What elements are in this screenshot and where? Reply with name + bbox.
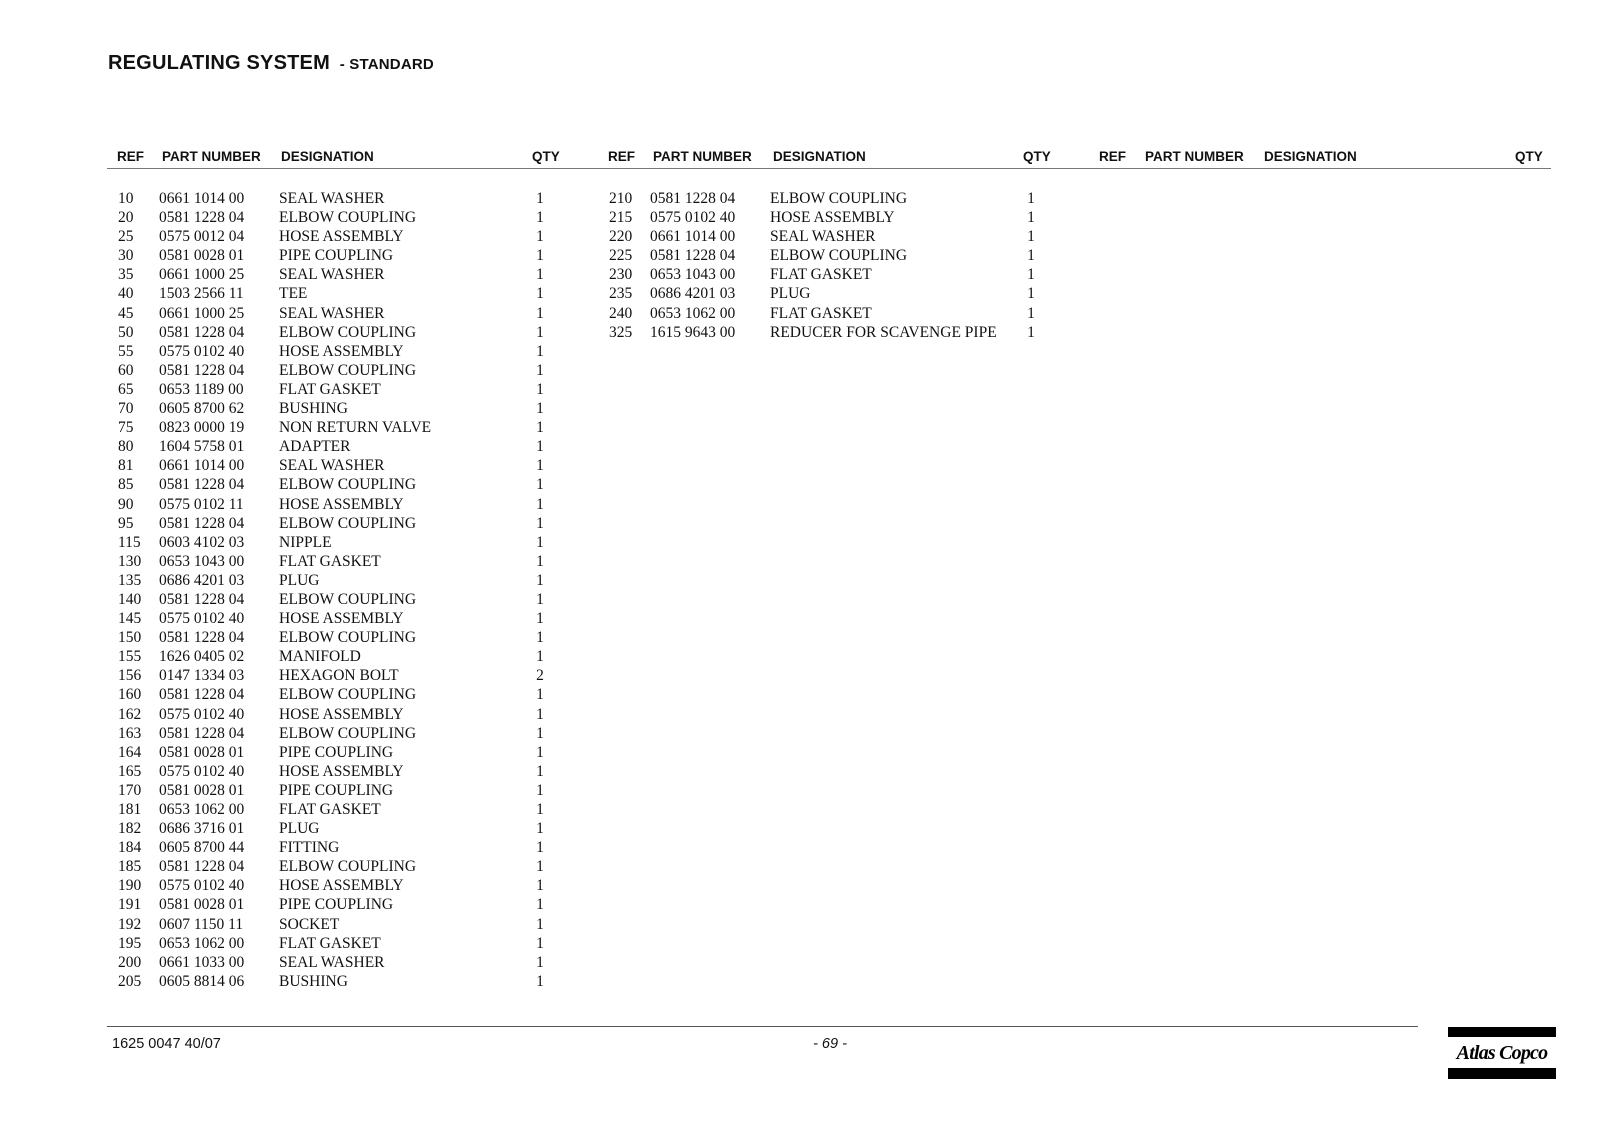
qty-cell: 1 <box>536 266 544 284</box>
ref-cell: 165 <box>118 762 142 780</box>
qty-cell: 1 <box>536 743 544 761</box>
ref-cell: 235 <box>609 285 633 303</box>
page-title-main: REGULATING SYSTEM <box>108 52 330 74</box>
ref-cell: 230 <box>609 266 633 284</box>
qty-cell: 1 <box>1027 190 1035 207</box>
part-number-cell: 0581 0028 01 <box>159 896 245 914</box>
page-title <box>108 52 434 75</box>
ref-cell: 163 <box>118 724 142 742</box>
ref-cell: 115 <box>118 533 141 551</box>
designation-cell: NON RETURN VALVE <box>279 419 432 437</box>
header-designation-1: DESIGNATION <box>281 149 374 164</box>
ref-cell: 35 <box>118 266 134 284</box>
part-number-cell: 0661 1014 00 <box>650 228 736 246</box>
designation-cell: ELBOW COUPLING <box>279 724 417 742</box>
part-number-cell: 0581 1228 04 <box>159 629 245 647</box>
part-number-cell: 0575 0102 40 <box>159 762 245 780</box>
ref-cell: 80 <box>118 438 134 456</box>
designation-cell: FLAT GASKET <box>770 266 872 284</box>
qty-cell: 1 <box>1027 323 1035 341</box>
designation-cell: PIPE COUPLING <box>279 896 394 914</box>
ref-cell: 135 <box>118 571 142 589</box>
part-number-cell: 0653 1062 00 <box>650 304 736 322</box>
qty-cell: 1 <box>536 781 544 799</box>
part-number-cell: 0575 0102 40 <box>159 610 245 628</box>
part-number-cell: 0653 1189 00 <box>159 380 244 398</box>
qty-cell: 1 <box>1027 266 1035 284</box>
qty-cell: 1 <box>536 323 544 341</box>
designation-cell: ADAPTER <box>279 438 351 456</box>
designation-cell: SOCKET <box>279 915 340 933</box>
part-number-cell: 0575 0012 04 <box>159 228 245 246</box>
page-subtitle: - STANDARD <box>339 56 434 73</box>
part-number-cell: 1503 2566 11 <box>159 285 244 303</box>
part-number-cell: 0581 0028 01 <box>159 743 245 761</box>
qty-cell: 1 <box>536 571 544 589</box>
ref-cell: 225 <box>609 247 633 265</box>
designation-cell: NIPPLE <box>279 533 332 551</box>
designation-cell: ELBOW COUPLING <box>279 686 417 704</box>
ref-cell: 10 <box>118 190 134 207</box>
qty-cell: 1 <box>536 610 544 628</box>
part-number-cell: 0581 1228 04 <box>159 686 245 704</box>
qty-cell: 1 <box>536 648 544 666</box>
ref-cell: 195 <box>118 934 142 952</box>
part-number-cell: 0653 1062 00 <box>159 934 245 952</box>
qty-cell: 2 <box>536 667 544 685</box>
qty-cell: 1 <box>1027 228 1035 246</box>
header-ref-1: REF <box>117 149 144 164</box>
designation-cell: PLUG <box>279 820 320 838</box>
part-number-cell: 0581 1228 04 <box>159 724 245 742</box>
designation-cell: ELBOW COUPLING <box>279 476 417 494</box>
ref-cell: 30 <box>118 247 134 265</box>
part-number-cell: 0661 1014 00 <box>159 190 245 207</box>
ref-cell: 140 <box>118 590 142 608</box>
qty-cell: 1 <box>536 762 544 780</box>
qty-cell: 1 <box>536 285 544 303</box>
designation-cell: PLUG <box>770 285 811 303</box>
designation-cell: HOSE ASSEMBLY <box>279 495 404 513</box>
part-number-cell: 0575 0102 40 <box>159 705 245 723</box>
atlas-copco-logo <box>1448 1027 1556 1079</box>
designation-cell: ELBOW COUPLING <box>279 361 417 379</box>
qty-cell: 1 <box>536 247 544 265</box>
designation-cell: FLAT GASKET <box>279 552 381 570</box>
qty-cell: 1 <box>536 533 544 551</box>
part-number-cell: 0575 0102 40 <box>650 209 736 227</box>
designation-cell: FLAT GASKET <box>770 304 872 322</box>
part-number-cell: 0661 1014 00 <box>159 457 245 475</box>
designation-cell: SEAL WASHER <box>279 266 385 284</box>
ref-cell: 40 <box>118 285 134 303</box>
part-number-cell: 1626 0405 02 <box>159 648 245 666</box>
designation-cell: ELBOW COUPLING <box>279 858 417 876</box>
qty-cell: 1 <box>536 877 544 895</box>
qty-cell: 1 <box>536 953 544 971</box>
header-part-number-3: PART NUMBER <box>1145 149 1244 164</box>
designation-cell: PIPE COUPLING <box>279 781 394 799</box>
designation-cell: REDUCER FOR SCAVENGE PIPE <box>770 323 997 341</box>
designation-cell: SEAL WASHER <box>279 190 385 207</box>
designation-cell: SEAL WASHER <box>279 953 385 971</box>
designation-cell: HOSE ASSEMBLY <box>279 342 404 360</box>
part-number-cell: 0147 1334 03 <box>159 667 245 685</box>
ref-cell: 95 <box>118 514 134 532</box>
part-number-cell: 0605 8814 06 <box>159 972 245 990</box>
part-number-cell: 0653 1062 00 <box>159 801 245 818</box>
page-number: - 69 - <box>813 1036 847 1052</box>
designation-cell: ELBOW COUPLING <box>279 514 417 532</box>
designation-cell: ELBOW COUPLING <box>279 209 417 227</box>
designation-cell: PIPE COUPLING <box>279 247 394 265</box>
designation-cell: BUSHING <box>279 972 348 990</box>
qty-cell: 1 <box>536 190 544 207</box>
designation-cell: ELBOW COUPLING <box>279 323 417 341</box>
ref-cell: 155 <box>118 648 142 666</box>
designation-cell: SEAL WASHER <box>279 457 385 475</box>
ref-cell: 65 <box>118 380 134 398</box>
ref-cell: 45 <box>118 304 134 322</box>
designation-cell: HOSE ASSEMBLY <box>279 705 404 723</box>
designation-cell: MANIFOLD <box>279 648 361 666</box>
part-number-cell: 0581 1228 04 <box>159 858 245 876</box>
header-part-number-1: PART NUMBER <box>162 149 261 164</box>
qty-cell: 1 <box>536 380 544 398</box>
header-part-number-2: PART NUMBER <box>653 149 752 164</box>
header-designation-3: DESIGNATION <box>1264 149 1357 164</box>
part-number-cell: 0823 0000 19 <box>159 419 245 437</box>
qty-cell: 1 <box>536 552 544 570</box>
ref-cell: 156 <box>118 667 142 685</box>
part-number-cell: 0605 8700 44 <box>159 839 245 857</box>
qty-cell: 1 <box>536 419 544 437</box>
svg-text:Atlas Copco: Atlas Copco <box>1456 1042 1548 1064</box>
qty-cell: 1 <box>1027 209 1035 227</box>
qty-cell: 1 <box>536 476 544 494</box>
header-rule <box>107 168 1551 169</box>
qty-cell: 1 <box>536 514 544 532</box>
qty-cell: 1 <box>536 228 544 246</box>
ref-cell: 200 <box>118 953 142 971</box>
designation-cell: HOSE ASSEMBLY <box>279 228 404 246</box>
part-number-cell: 0581 1228 04 <box>159 590 245 608</box>
part-number-cell: 0581 1228 04 <box>650 247 736 265</box>
designation-cell: FLAT GASKET <box>279 380 381 398</box>
qty-cell: 1 <box>536 934 544 952</box>
part-number-cell: 0575 0102 11 <box>159 495 244 513</box>
ref-cell: 181 <box>118 801 142 818</box>
ref-cell: 81 <box>118 457 134 475</box>
header-qty-3: QTY <box>1515 149 1543 164</box>
ref-cell: 60 <box>118 361 134 379</box>
part-number-cell: 0653 1043 00 <box>650 266 736 284</box>
part-number-cell: 0581 1228 04 <box>650 190 736 207</box>
ref-cell: 185 <box>118 858 142 876</box>
designation-cell: HOSE ASSEMBLY <box>279 610 404 628</box>
ref-cell: 85 <box>118 476 134 494</box>
designation-cell: FLAT GASKET <box>279 801 381 818</box>
header-ref-3: REF <box>1099 149 1126 164</box>
ref-cell: 191 <box>118 896 142 914</box>
designation-cell: FLAT GASKET <box>279 934 381 952</box>
qty-cell: 1 <box>1027 247 1035 265</box>
qty-cell: 1 <box>536 820 544 838</box>
designation-cell: FITTING <box>279 839 340 857</box>
part-number-cell: 0581 1228 04 <box>159 514 245 532</box>
header-qty-1: QTY <box>532 149 560 164</box>
ref-cell: 240 <box>609 304 633 322</box>
qty-cell: 1 <box>536 304 544 322</box>
qty-cell: 1 <box>536 972 544 990</box>
qty-cell: 1 <box>536 724 544 742</box>
footer-rule <box>107 1026 1418 1027</box>
ref-cell: 20 <box>118 209 134 227</box>
designation-cell: TEE <box>279 285 308 303</box>
qty-cell: 1 <box>536 839 544 857</box>
ref-cell: 170 <box>118 781 142 799</box>
ref-cell: 184 <box>118 839 142 857</box>
qty-cell: 1 <box>536 896 544 914</box>
ref-cell: 220 <box>609 228 633 246</box>
part-number-cell: 0575 0102 40 <box>159 342 245 360</box>
qty-cell: 1 <box>536 705 544 723</box>
designation-cell: HOSE ASSEMBLY <box>279 762 404 780</box>
part-number-cell: 0581 1228 04 <box>159 476 245 494</box>
ref-cell: 192 <box>118 915 142 933</box>
ref-cell: 205 <box>118 972 142 990</box>
ref-cell: 164 <box>118 743 142 761</box>
part-number-cell: 0686 4201 03 <box>650 285 736 303</box>
document-number: 1625 0047 40/07 <box>112 1036 221 1052</box>
ref-cell: 150 <box>118 629 142 647</box>
qty-cell: 1 <box>536 495 544 513</box>
qty-cell: 1 <box>536 915 544 933</box>
part-number-cell: 0581 1228 04 <box>159 323 245 341</box>
ref-cell: 90 <box>118 495 134 513</box>
part-number-cell: 0607 1150 11 <box>159 915 244 933</box>
part-number-cell: 0686 3716 01 <box>159 820 245 838</box>
designation-cell: PLUG <box>279 571 320 589</box>
part-number-cell: 0661 1000 25 <box>159 304 245 322</box>
qty-cell: 1 <box>536 457 544 475</box>
ref-cell: 162 <box>118 705 142 723</box>
part-number-cell: 0661 1033 00 <box>159 953 245 971</box>
designation-cell: HEXAGON BOLT <box>279 667 399 685</box>
ref-cell: 75 <box>118 419 134 437</box>
qty-cell: 1 <box>1027 304 1035 322</box>
ref-cell: 182 <box>118 820 142 838</box>
ref-cell: 70 <box>118 400 134 418</box>
ref-cell: 55 <box>118 342 134 360</box>
part-number-cell: 0581 0028 01 <box>159 781 245 799</box>
qty-cell: 1 <box>1027 285 1035 303</box>
ref-cell: 190 <box>118 877 142 895</box>
designation-cell: ELBOW COUPLING <box>279 590 417 608</box>
header-qty-2: QTY <box>1023 149 1051 164</box>
qty-cell: 1 <box>536 209 544 227</box>
part-number-cell: 0575 0102 40 <box>159 877 245 895</box>
designation-cell: SEAL WASHER <box>279 304 385 322</box>
part-number-cell: 0581 0028 01 <box>159 247 245 265</box>
designation-cell: HOSE ASSEMBLY <box>279 877 404 895</box>
header-ref-2: REF <box>608 149 635 164</box>
part-number-cell: 0581 1228 04 <box>159 209 245 227</box>
designation-cell: ELBOW COUPLING <box>279 629 417 647</box>
qty-cell: 1 <box>536 361 544 379</box>
header-designation-2: DESIGNATION <box>773 149 866 164</box>
ref-cell: 145 <box>118 610 142 628</box>
part-number-cell: 0605 8700 62 <box>159 400 245 418</box>
qty-cell: 1 <box>536 342 544 360</box>
qty-cell: 1 <box>536 801 544 818</box>
qty-cell: 1 <box>536 438 544 456</box>
ref-cell: 215 <box>609 209 633 227</box>
ref-cell: 130 <box>118 552 142 570</box>
part-number-cell: 0661 1000 25 <box>159 266 245 284</box>
ref-cell: 210 <box>609 190 633 207</box>
ref-cell: 160 <box>118 686 142 704</box>
part-number-cell: 0653 1043 00 <box>159 552 245 570</box>
part-number-cell: 1604 5758 01 <box>159 438 245 456</box>
designation-cell: PIPE COUPLING <box>279 743 394 761</box>
part-number-cell: 0603 4102 03 <box>159 533 245 551</box>
ref-cell: 325 <box>609 323 633 341</box>
qty-cell: 1 <box>536 686 544 704</box>
qty-cell: 1 <box>536 629 544 647</box>
ref-cell: 25 <box>118 228 134 246</box>
qty-cell: 1 <box>536 858 544 876</box>
designation-cell: ELBOW COUPLING <box>770 247 908 265</box>
designation-cell: SEAL WASHER <box>770 228 876 246</box>
designation-cell: ELBOW COUPLING <box>770 190 908 207</box>
qty-cell: 1 <box>536 400 544 418</box>
designation-cell: HOSE ASSEMBLY <box>770 209 895 227</box>
designation-cell: BUSHING <box>279 400 348 418</box>
qty-cell: 1 <box>536 590 544 608</box>
part-number-cell: 0581 1228 04 <box>159 361 245 379</box>
part-number-cell: 0686 4201 03 <box>159 571 245 589</box>
part-number-cell: 1615 9643 00 <box>650 323 736 341</box>
ref-cell: 50 <box>118 323 134 341</box>
